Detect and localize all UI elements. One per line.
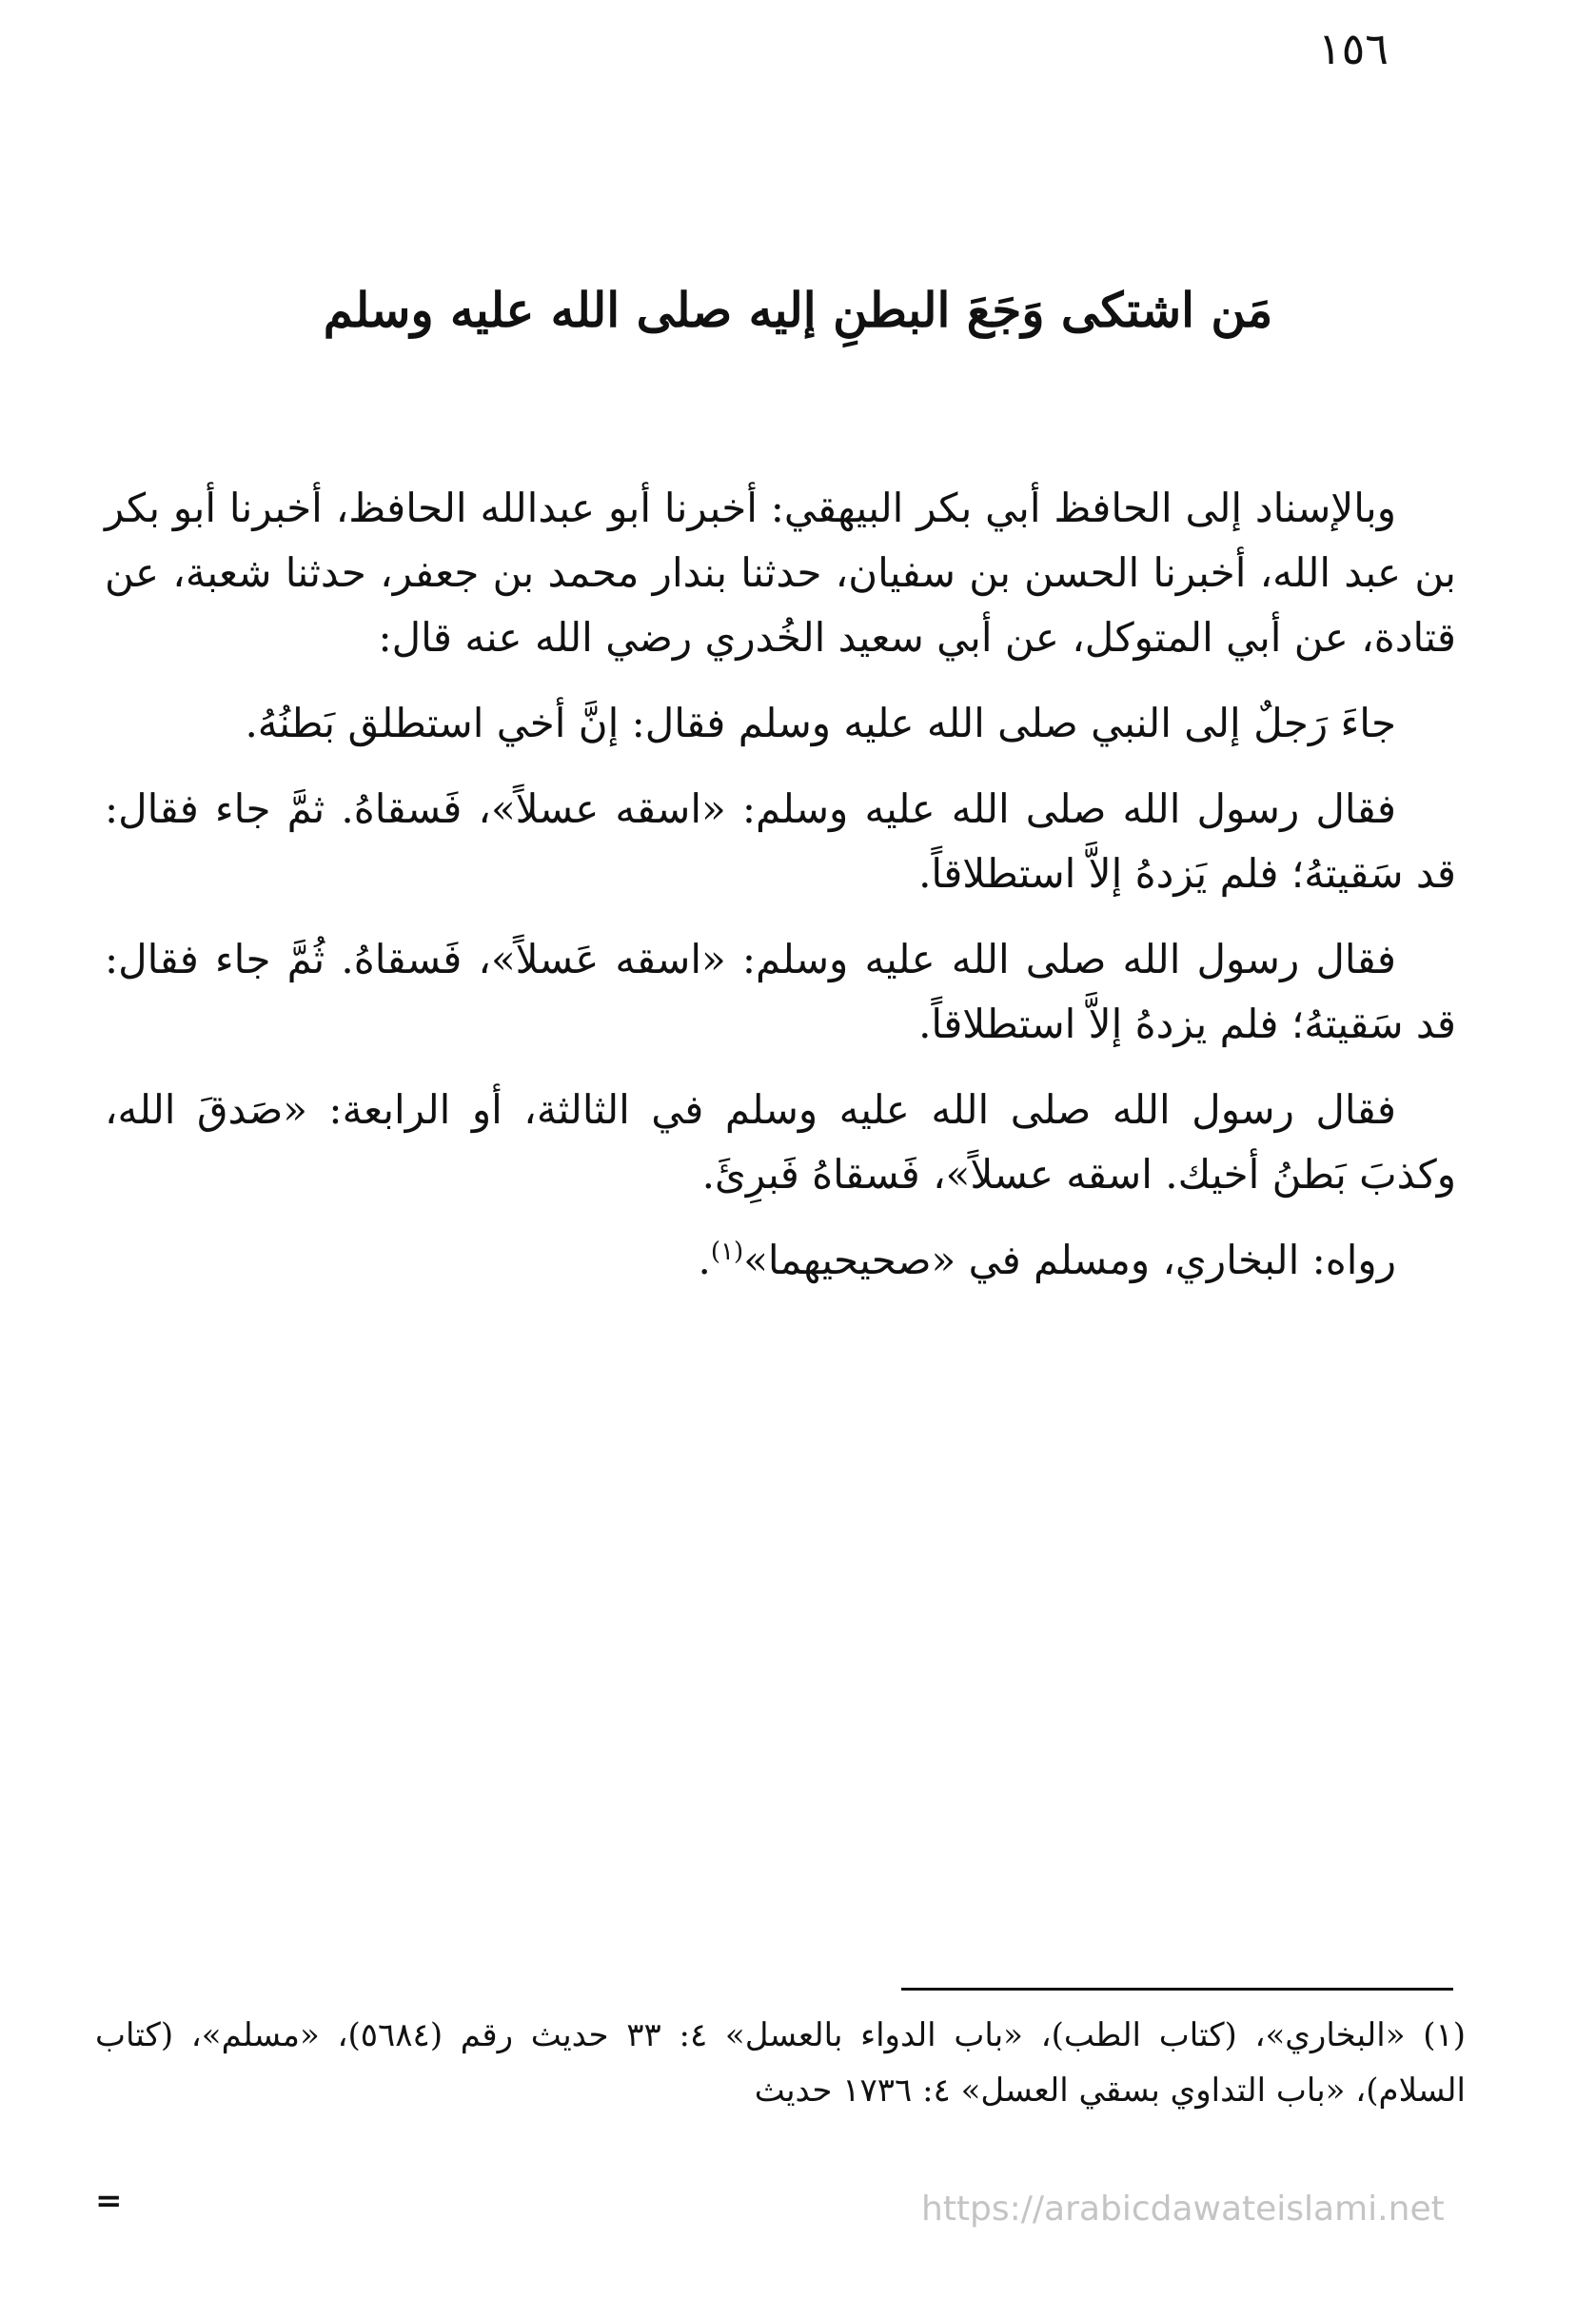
main-text — [105, 476, 1456, 1314]
hadith-paragraph-1: جاءَ رَجلٌ إلى النبي صلى الله عليه وسلم فقال: إنَّ أخي استطلق بَطنُهُ. — [245, 700, 1396, 747]
page-number: ١٥٦ — [1317, 23, 1389, 74]
hadith-paragraph-4: فقال رسول الله صلى الله عليه وسلم في الثالثة، أو الرابعة: «صَدقَ الله، وكذبَ بَطنُ أخيك. اسقه عسلاً»، فَسقاهُ فَبرِئَ. — [105, 1086, 1456, 1199]
footnote-continued-mark: = — [95, 2182, 123, 2220]
footnote-divider — [901, 1988, 1453, 1991]
isnad-paragraph: وبالإسناد إلى الحافظ أبي بكر البيهقي: أخبرنا أبو عبدالله الحافظ، أخبرنا أبو بكر بن عبد الله، أخبرنا الحسن بن سفيان، حدثنا بندار محمد بن جعفر، حدثنا شعبة، عن قتادة، عن أبي المتوكل، عن أبي سعيد الخُدري رضي الله عنه قال: — [105, 485, 1456, 662]
chapter-title: مَن اشتكى وَجَعَ البطنِ إليه صلى الله عليه وسلم — [323, 281, 1273, 338]
source-paragraph: رواه: البخاري، ومسلم في «صحيحيهما»$^{(١)}$. — [698, 1237, 1396, 1284]
hadith-paragraph-2: فقال رسول الله صلى الله عليه وسلم: «اسقه عسلاً»، فَسقاهُ. ثمَّ جاء فقال: قد سَقيتهُ؛ فلم يَزدهُ إلاَّ استطلاقاً. — [105, 785, 1456, 898]
footnotes — [95, 2009, 1466, 2119]
hadith-paragraph-3: فقال رسول الله صلى الله عليه وسلم: «اسقه عَسلاً»، فَسقاهُ. ثُمَّ جاء فقال: قد سَقيتهُ؛ فلم يزدهُ إلاَّ استطلاقاً. — [105, 936, 1456, 1048]
watermark-url: https://arabicdawateislami.net — [921, 2190, 1445, 2229]
source-line: رواه: البخاري، ومسلم في «صحيحيهما» — [743, 1237, 1396, 1284]
footnote-reference[interactable]: (١) — [710, 1238, 744, 1267]
footnote-1: (١) «البخاري»، (كتاب الطب)، «باب الدواء بالعسل» ٤: ٣٣ حديث رقم (٥٦٨٤)، «مسلم»، (كتاب السلام)، «باب التداوي بسقي العسل» ٤: ١٧٣٦ حديث — [95, 2016, 1467, 2110]
